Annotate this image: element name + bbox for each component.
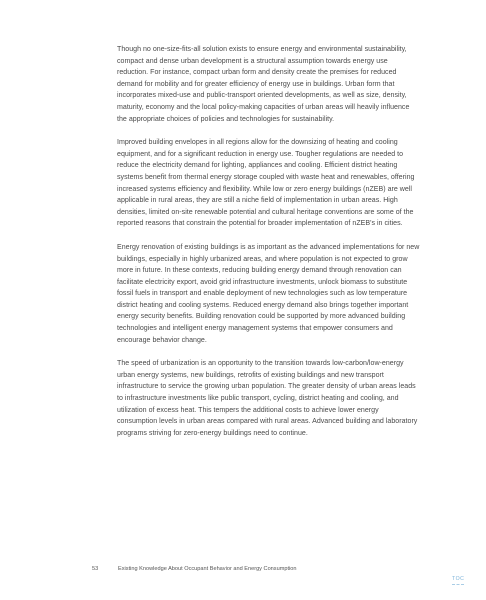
body-paragraph-3: Energy renovation of existing buildings is as important as the advanced implementations for new buildings, especially in highly urbanized areas, and where population is not expected to grow more in future. In these contexts, reducing building energy demand through renovation can facilitate electricity export, avoid grid infrastructure investments, unlock biomass to substitute fossil fuels in transport and enable deployment of new technologies such as low temperature district heating and cooling systems. Reduced energy demand also brings together important energy security benefits. Building renovation could be supported by more advanced building technologies and intelligent energy management systems that empower consumers and encourage behavior change. (117, 243, 420, 344)
running-title: Existing Knowledge About Occupant Behavior and Energy Consumption (118, 566, 297, 572)
body-paragraph-1: Though no one-size-fits-all solution exists to ensure energy and environmental sustainability, compact and dense urban development is a structural assumption towards energy use reduction. For instance, compact urban form and density create the premises for reduced demand for mobility and for greater efficiency of energy use in buildings. Urban form that incorporates mixed-use and public-transport oriented developments, as well as size, density, maturity, economy and the local policy-making capacities of urban areas will heavily influence the appropriate choices of policies and technologies for sustainability. (117, 46, 410, 123)
page-footer (92, 566, 297, 572)
page-number: 53 (92, 566, 99, 572)
toc-underline (452, 584, 464, 585)
body-paragraph-2: Improved building envelopes in all regions allow for the downsizing of heating and cooling equipment, and for a significant reduction in energy use. Tougher regulations are needed to reduce the electricity demand for lighting, appliances and cooling. Efficient district heating systems benefit from thermal energy storage coupled with waste heat and renewables, offering increased systems efficiency and flexibility. While low or zero energy buildings (nZEB) are well applicable in rural areas, they are still a niche field of implementation in urban areas. High densities, limited on-site renewable potential and cultural heritage conventions are some of the reported reasons that constrain the potential for broader implementation of nZEB's in cities. (117, 139, 415, 228)
main-content (117, 44, 420, 451)
toc-link[interactable] (452, 576, 464, 585)
body-paragraph-4: The speed of urbanization is an opportunity to the transition towards low-carbon/low-energy urban energy systems, new buildings, retrofits of existing buildings and new transport infrastructure to service the growing urban population. The greater density of urban areas leads to infrastructure investments like public transport, cycling, district heating and cooling, and utilization of excess heat. This tempers the additional costs to achieve lower energy consumption levels in urban areas compared with rural areas. Advanced building and laboratory programs striving for zero-energy buildings need to continue. (117, 360, 418, 437)
toc-label: TOC (452, 576, 465, 582)
